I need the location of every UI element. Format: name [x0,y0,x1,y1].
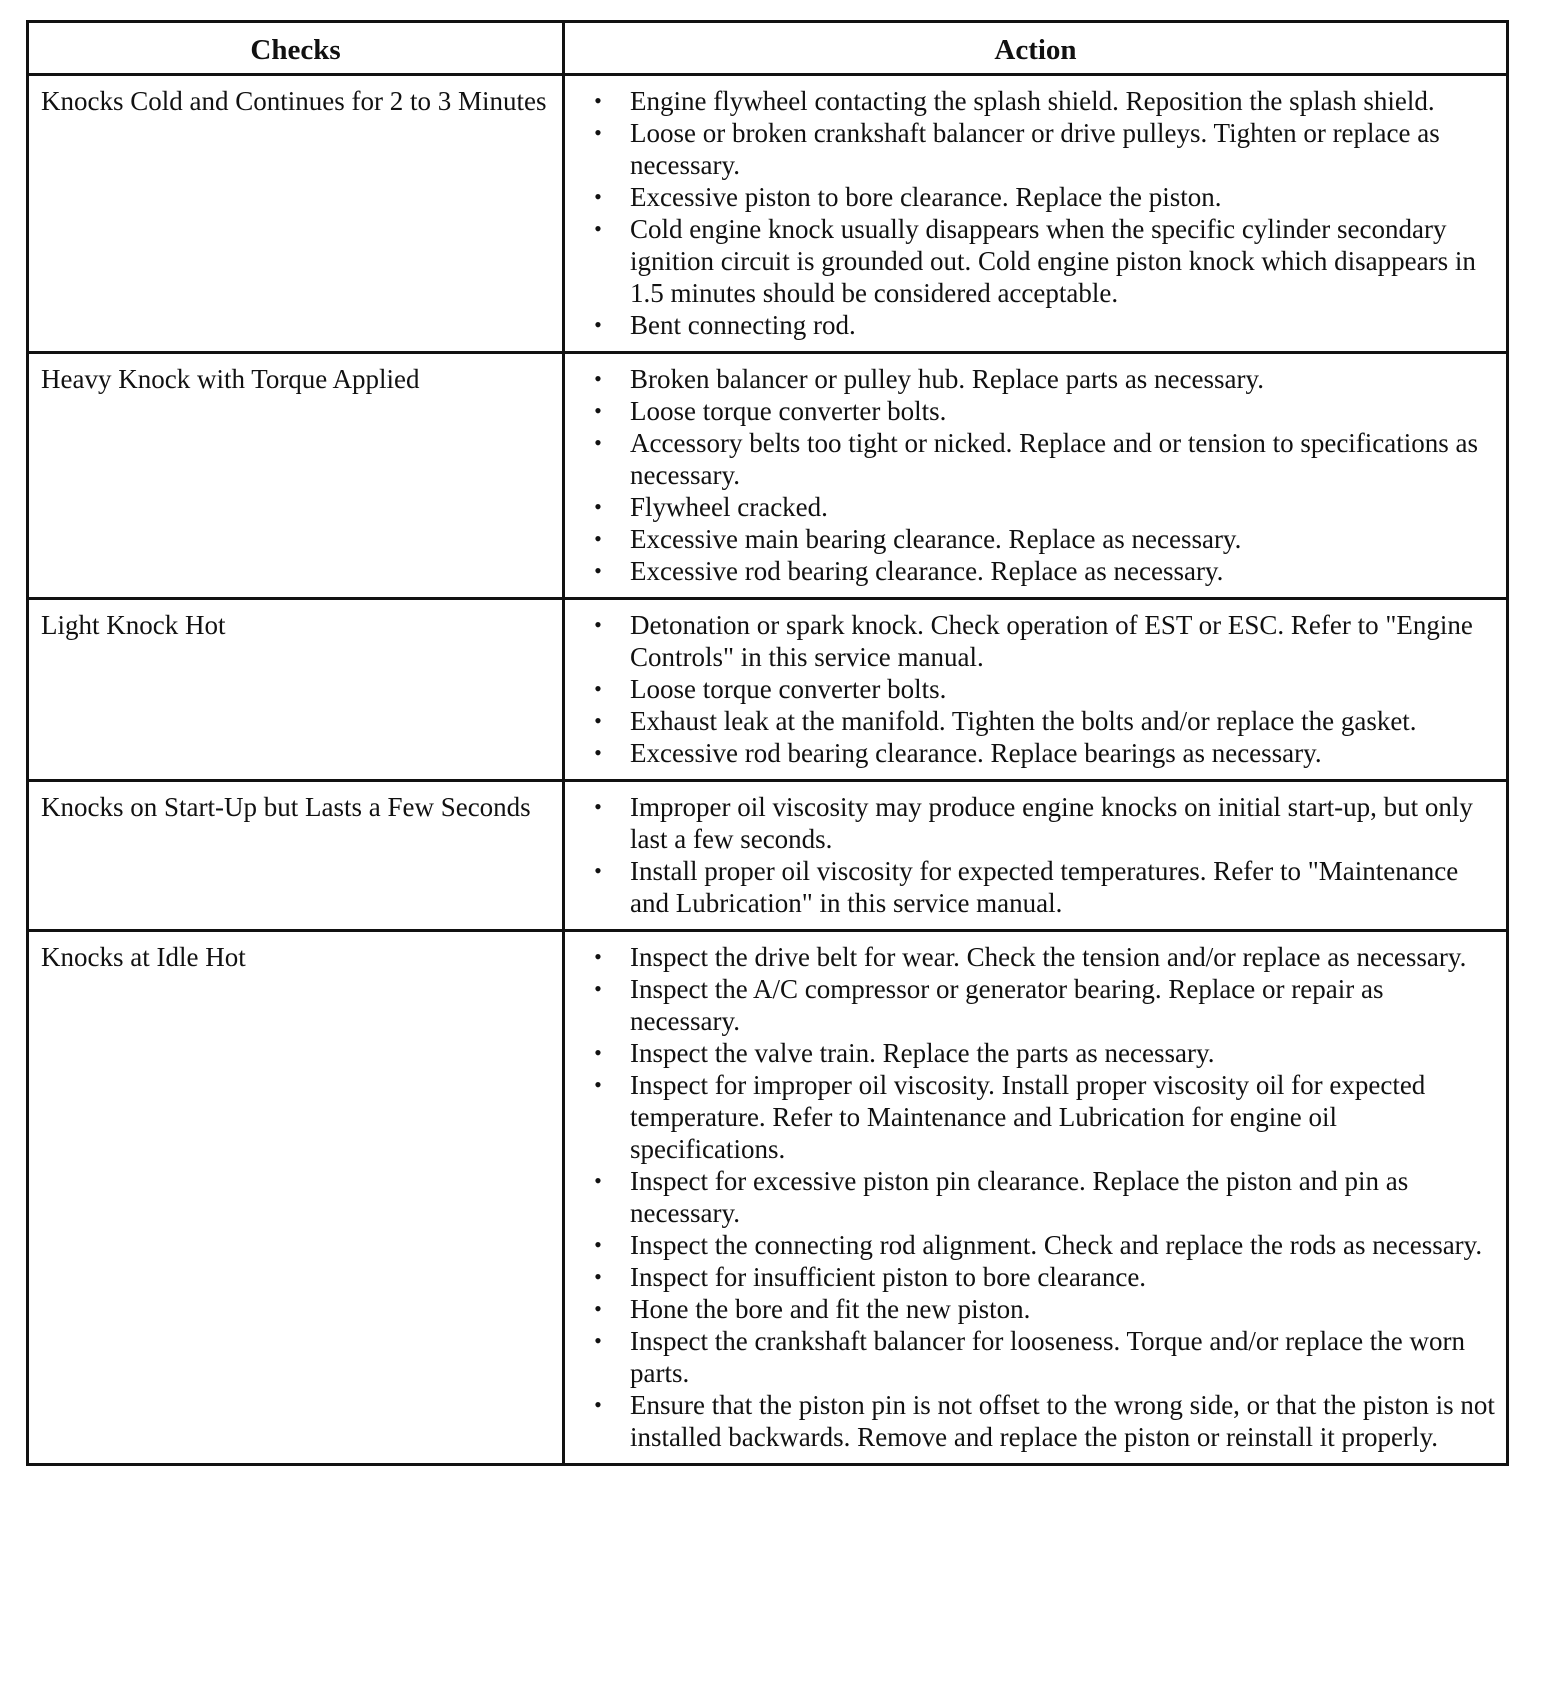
action-text: Inspect for improper oil viscosity. Install proper viscosity oil for expected temperature. Refer to Maintenance and Lubrication for engine oil specifications. [630,1070,1426,1164]
action-cell [564,353,1508,599]
bullet-icon: • [594,1264,602,1289]
action-item [575,491,1496,523]
action-item [575,737,1496,769]
bullet-icon: • [594,676,602,701]
action-item [575,523,1496,555]
bullet-icon: • [594,1296,602,1321]
action-item [575,1389,1496,1453]
checks-header: Checks [28,22,564,75]
action-item [575,1069,1496,1165]
action-text: Bent connecting rod. [630,310,856,340]
action-text: Inspect the crankshaft balancer for looseness. Torque and/or replace the worn parts. [630,1326,1466,1388]
action-item [575,1293,1496,1325]
action-text: Excessive piston to bore clearance. Replace the piston. [630,182,1222,212]
header-row [28,22,1508,75]
check-cell: Knocks on Start-Up but Lasts a Few Seconds [28,781,564,931]
document-page [26,20,1506,1466]
table-row [28,781,1508,931]
bullet-icon: • [594,1168,602,1193]
bullet-icon: • [594,216,602,241]
check-cell: Light Knock Hot [28,599,564,781]
action-item [575,395,1496,427]
action-text: Ensure that the piston pin is not offset to the wrong side, or that the piston is not installed backwards. Remove and replace the piston or reinstall it properly. [630,1390,1495,1452]
action-text: Inspect for excessive piston pin clearance. Replace the piston and pin as necessary. [630,1166,1409,1228]
action-item [575,1325,1496,1389]
action-list [575,85,1496,341]
action-text: Detonation or spark knock. Check operation of EST or ESC. Refer to "Engine Controls" in this service manual. [630,610,1473,672]
check-cell: Heavy Knock with Torque Applied [28,353,564,599]
action-text: Improper oil viscosity may produce engine knocks on initial start-up, but only last a few seconds. [630,792,1473,854]
bullet-icon: • [594,120,602,145]
action-text: Inspect for insufficient piston to bore clearance. [630,1262,1147,1292]
action-text: Install proper oil viscosity for expected temperatures. Refer to "Maintenance and Lubrication" in this service manual. [630,856,1459,918]
bullet-icon: • [594,494,602,519]
table-row [28,931,1508,1465]
action-list [575,941,1496,1453]
bullet-icon: • [594,794,602,819]
action-item [575,85,1496,117]
diagnosis-table [26,20,1509,1466]
action-cell [564,599,1508,781]
action-item [575,555,1496,587]
action-item [575,705,1496,737]
action-header: Action [564,22,1508,75]
bullet-icon: • [594,944,602,969]
action-item [575,309,1496,341]
action-text: Inspect the A/C compressor or generator bearing. Replace or repair as necessary. [630,974,1384,1036]
action-list [575,363,1496,587]
bullet-icon: • [594,708,602,733]
action-text: Excessive rod bearing clearance. Replace as necessary. [630,556,1224,586]
action-text: Excessive main bearing clearance. Replace as necessary. [630,524,1242,554]
bullet-icon: • [594,1072,602,1097]
action-text: Broken balancer or pulley hub. Replace parts as necessary. [630,364,1264,394]
action-text: Cold engine knock usually disappears when the specific cylinder secondary ignition circuit is grounded out. Cold engine piston knock which disappears in 1.5 minutes should be considered acceptable. [630,214,1476,308]
action-item [575,117,1496,181]
bullet-icon: • [594,1040,602,1065]
action-text: Hone the bore and fit the new piston. [630,1294,1031,1324]
action-item [575,1037,1496,1069]
bullet-icon: • [594,526,602,551]
check-cell: Knocks at Idle Hot [28,931,564,1465]
action-text: Exhaust leak at the manifold. Tighten the bolts and/or replace the gasket. [630,706,1417,736]
action-list [575,609,1496,769]
action-text: Loose or broken crankshaft balancer or drive pulleys. Tighten or replace as necessary. [630,118,1440,180]
action-text: Loose torque converter bolts. [630,396,947,426]
bullet-icon: • [594,1392,602,1417]
action-item [575,673,1496,705]
action-item [575,213,1496,309]
bullet-icon: • [594,858,602,883]
bullet-icon: • [594,612,602,637]
action-item [575,609,1496,673]
bullet-icon: • [594,1232,602,1257]
action-item [575,973,1496,1037]
table-row [28,599,1508,781]
bullet-icon: • [594,430,602,455]
action-text: Engine flywheel contacting the splash shield. Reposition the splash shield. [630,86,1435,116]
action-cell [564,931,1508,1465]
bullet-icon: • [594,740,602,765]
table-row [28,75,1508,353]
action-item [575,427,1496,491]
bullet-icon: • [594,184,602,209]
action-cell [564,781,1508,931]
action-text: Flywheel cracked. [630,492,828,522]
action-text: Inspect the valve train. Replace the parts as necessary. [630,1038,1215,1068]
action-item [575,1229,1496,1261]
action-item [575,1165,1496,1229]
action-text: Accessory belts too tight or nicked. Replace and or tension to specifications as necessary. [630,428,1479,490]
table-body [28,75,1508,1465]
action-item [575,1261,1496,1293]
action-text: Loose torque converter bolts. [630,674,947,704]
bullet-icon: • [594,558,602,583]
action-item [575,855,1496,919]
action-text: Inspect the drive belt for wear. Check the tension and/or replace as necessary. [630,942,1467,972]
bullet-icon: • [594,366,602,391]
bullet-icon: • [594,398,602,423]
action-item [575,363,1496,395]
action-item [575,181,1496,213]
action-text: Inspect the connecting rod alignment. Check and replace the rods as necessary. [630,1230,1483,1260]
action-list [575,791,1496,919]
bullet-icon: • [594,88,602,113]
action-item [575,941,1496,973]
action-cell [564,75,1508,353]
action-text: Excessive rod bearing clearance. Replace bearings as necessary. [630,738,1322,768]
bullet-icon: • [594,976,602,1001]
action-item [575,791,1496,855]
bullet-icon: • [594,1328,602,1353]
bullet-icon: • [594,312,602,337]
table-row [28,353,1508,599]
check-cell: Knocks Cold and Continues for 2 to 3 Minutes [28,75,564,353]
